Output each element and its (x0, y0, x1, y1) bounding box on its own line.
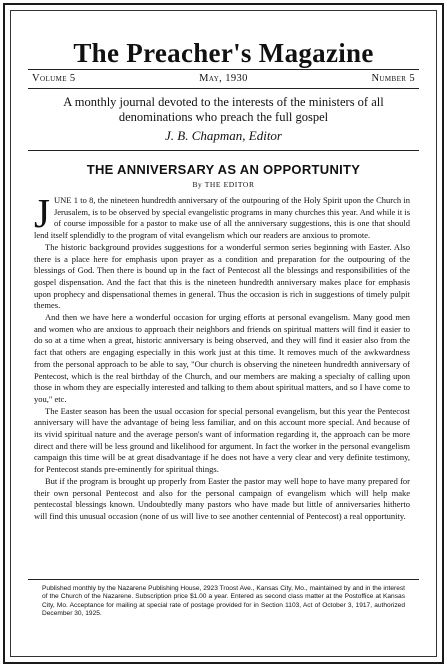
issue-date: May, 1930 (199, 73, 248, 84)
article-paragraph: The Easter season has been the usual occasion for special personal evangelism, but this year the Pentecost anniversary will have the advantage of being less familiar, and on this account more special. And because of its vivid spiritual nature and the average person's want of information regarding it, the approach can be more direct and there will be less ground and likelihood for argument. In fact the worker in the personal evangelism campaign this time will be at great disadvantage if he does not have a very clear and very definite testimony, for Pentecost stands pre-eminently for spiritual things. (34, 405, 410, 475)
editor-line: J. B. Chapman, Editor (165, 128, 282, 143)
header-rule (28, 150, 419, 151)
article-title: THE ANNIVERSARY AS AN OPPORTUNITY (86, 162, 361, 177)
publication-notice: Published monthly by the Nazarene Publishing House, 2923 Troost Ave., Kansas City, Mo., maintained by and in the interest of the Church of the Nazarene. Subscription price $1.00 a year. Entered as second class matter at the Postoffice at Kansas City, Mo. Acceptance for mailing at special rate of postage provided for in Section 1103, Act of October 3, 1917, authorized December 30, 1925. (42, 585, 405, 618)
drop-cap: J (34, 190, 50, 236)
issue-number: Number 5 (371, 73, 415, 84)
masthead-top-rule (28, 69, 419, 70)
footer-rule (28, 579, 419, 580)
article-body (34, 190, 410, 523)
masthead-bottom-rule (28, 88, 419, 89)
magazine-masthead: The Preacher's Magazine (73, 38, 374, 68)
issue-line (32, 73, 415, 87)
article-byline: By THE EDITOR (192, 180, 255, 189)
article-paragraph: The historic background provides suggestions for a wonderful sermon series beginning with Easter. Also there is a place here for emphasis upon prayer as a condition and preparation for the outpouring of the blessings of God. Then there is bound up in the fact of Pentecost all the blessings and responsibilities of the gospel dispensation. And the fact that this is the nineteen hundredth anniversary makes place for emphasis upon prophecy and dispensational themes in general. Thus the occasion is rich in suggestions of timely pulpit themes. (34, 241, 410, 311)
issue-volume: Volume 5 (32, 73, 76, 84)
magazine-tagline: A monthly journal devoted to the interests of the ministers of all denominations who preach the full gospel (63, 95, 384, 124)
article-paragraph: But if the program is brought up properly from Easter the pastor may well hope to have many prepared for their own personal Pentecost and also for the personal campaign of evangelism which will help make pentecostal blessings known. Undoubtedly many pastors who have made but little of anniversaries hitherto will find this unusual occasion (none of us will live to see another centennial of Pentecost) a real opportunity. (34, 475, 410, 521)
article-paragraph: JUNE 1 to 8, the nineteen hundredth anniversary of the outpouring of the Holy Spirit upon the Church in Jerusalem, is to be observed by special evangelistic programs in many churches this year. And while it is of course impossible for a pastor to make use of all the anniversary suggestions, this is one that should lend itself splendidly to the program of vital evangelism which our readers are anxious to promote. (34, 190, 410, 241)
article-paragraph: And then we have here a wonderful occasion for urging efforts at personal evangelism. Many good men and women who are anxious to approach their neighbors and friends on spiritual matters will find it easier to do so at a time when a great, historic anniversary is being observed, and they will find it easier also from the fact that others are engaging especially in this work just at this time. It removes much of the awkwardness from the personal approach to be able to say, "Our church is observing the nineteen hundredth anniversary of Pentecost, which is the real birthday of the Church, and our members are making a specialty of calling upon those in whom they are especially interested and talking to them about spiritual matters, and so I have come to you," etc. (34, 312, 410, 404)
